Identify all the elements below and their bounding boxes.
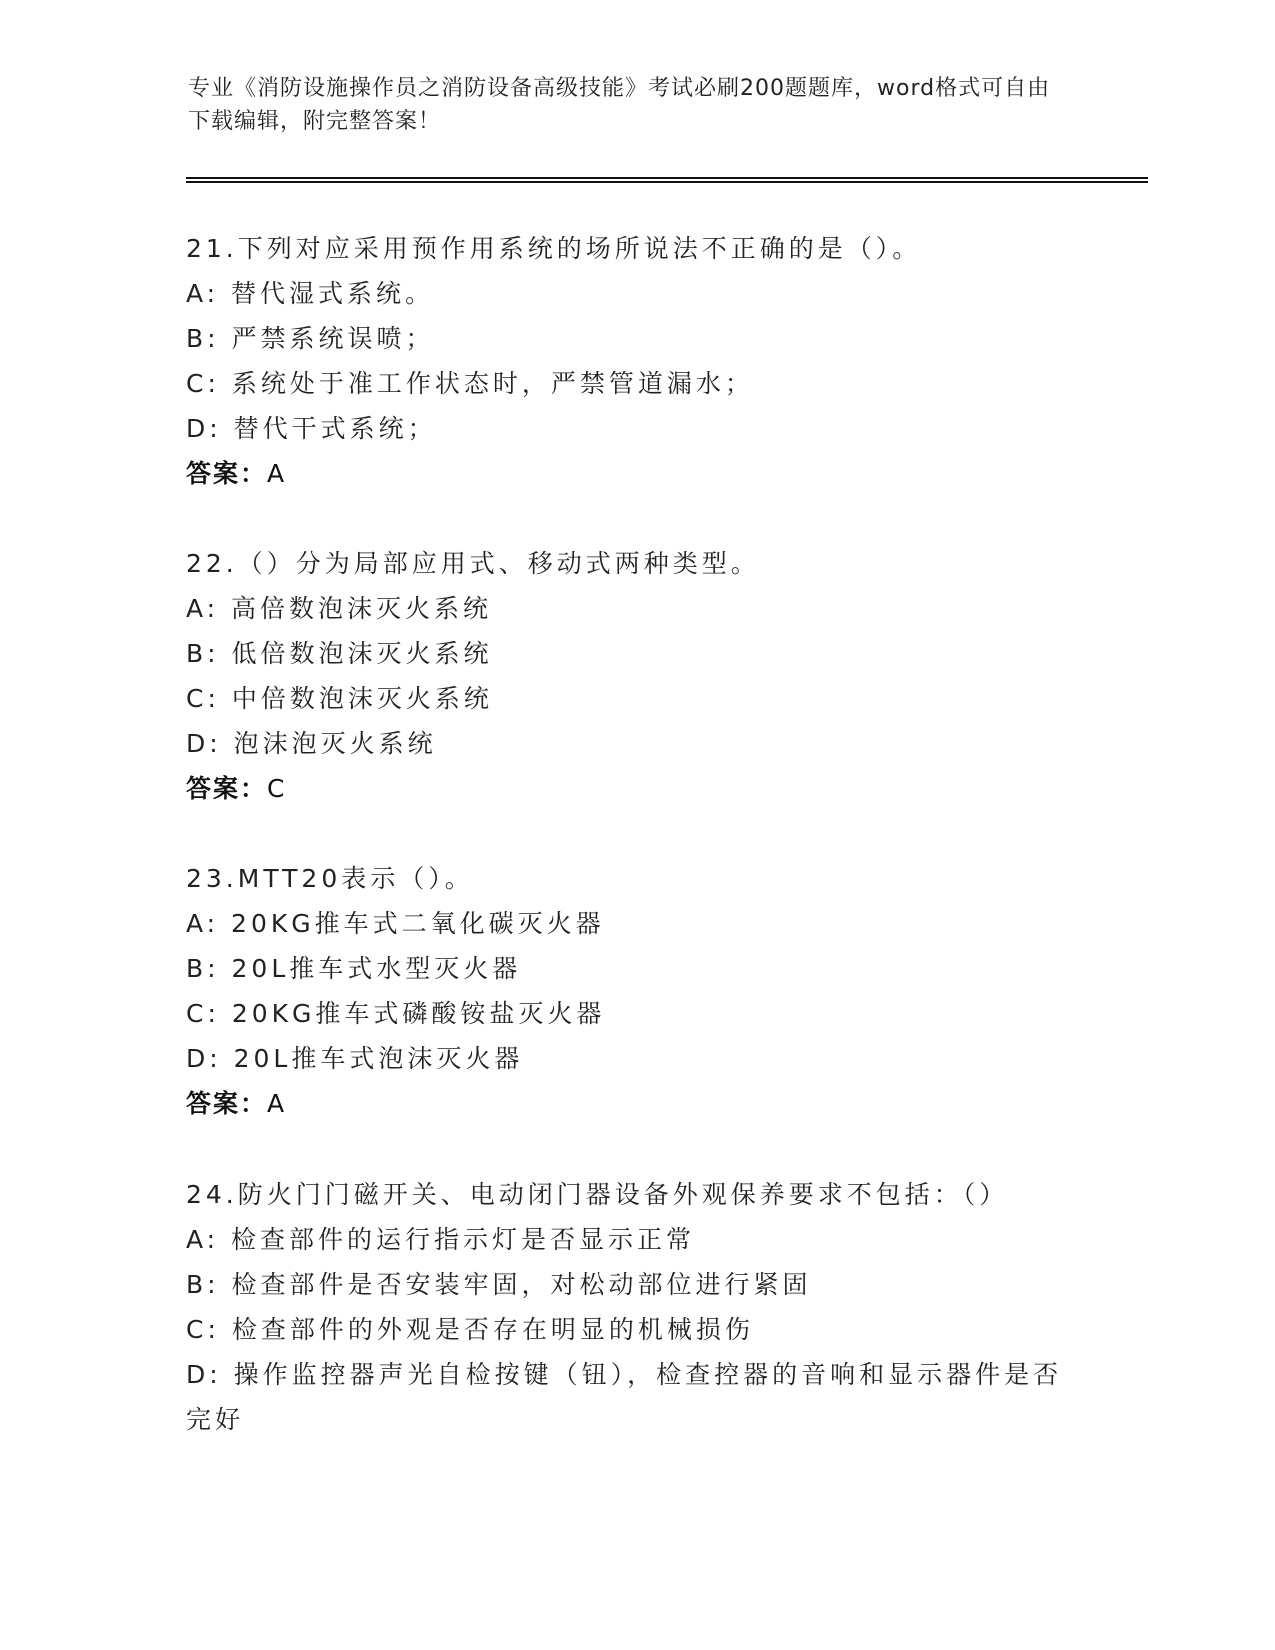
question-21 <box>186 226 1086 496</box>
answer-label: 答案： <box>186 459 268 488</box>
answer-value: A <box>267 1089 287 1118</box>
option-c: C: 中倍数泡沫灭火系统 <box>186 684 493 713</box>
document-header: 专业《消防设施操作员之消防设备高级技能》考试必刷200题题库，word格式可自由下载编辑，附完整答案！ <box>188 76 1051 134</box>
question-22 <box>186 541 1086 811</box>
answer-value: A <box>267 459 287 488</box>
question-stem: 21.下列对应采用预作用系统的场所说法不正确的是（）。 <box>186 234 922 263</box>
answer-label: 答案： <box>186 774 268 803</box>
option-a: A: 高倍数泡沫灭火系统 <box>186 594 493 623</box>
option-b: B: 严禁系统误喷； <box>186 324 435 353</box>
option-a: A: 20KG推车式二氧化碳灭火器 <box>186 909 605 938</box>
option-d: D: 操作监控器声光自检按键（钮），检查控器的音响和显示器件是否完好 <box>186 1360 1063 1434</box>
header-double-rule <box>186 177 1148 183</box>
question-24 <box>186 1172 1086 1442</box>
option-b: B: 检查部件是否安装牢固，对松动部位进行紧固 <box>186 1270 812 1299</box>
option-a: A: 检查部件的运行指示灯是否显示正常 <box>186 1225 696 1254</box>
answer-line <box>186 451 1086 496</box>
option-c: C: 检查部件的外观是否存在明显的机械损伤 <box>186 1315 754 1344</box>
answer-label: 答案： <box>186 1089 268 1118</box>
question-stem: 24.防火门门磁开关、电动闭门器设备外观保养要求不包括：（） <box>186 1180 1009 1209</box>
question-23 <box>186 856 1086 1126</box>
option-b: B: 低倍数泡沫灭火系统 <box>186 639 493 668</box>
option-a: A: 替代湿式系统。 <box>186 279 435 308</box>
question-stem: 23.MTT20表示（）。 <box>186 864 474 893</box>
option-c: C: 20KG推车式磷酸铵盐灭火器 <box>186 999 606 1028</box>
answer-line <box>186 766 1086 811</box>
option-d: D: 20L推车式泡沫灭火器 <box>186 1044 524 1073</box>
answer-line <box>186 1081 1086 1126</box>
option-d: D: 替代干式系统； <box>186 414 437 443</box>
option-d: D: 泡沫泡灭火系统 <box>186 729 437 758</box>
option-c: C: 系统处于准工作状态时，严禁管道漏水； <box>186 369 754 398</box>
option-b: B: 20L推车式水型灭火器 <box>186 954 522 983</box>
question-stem: 22.（）分为局部应用式、移动式两种类型。 <box>186 549 760 578</box>
answer-value: C <box>267 774 287 803</box>
